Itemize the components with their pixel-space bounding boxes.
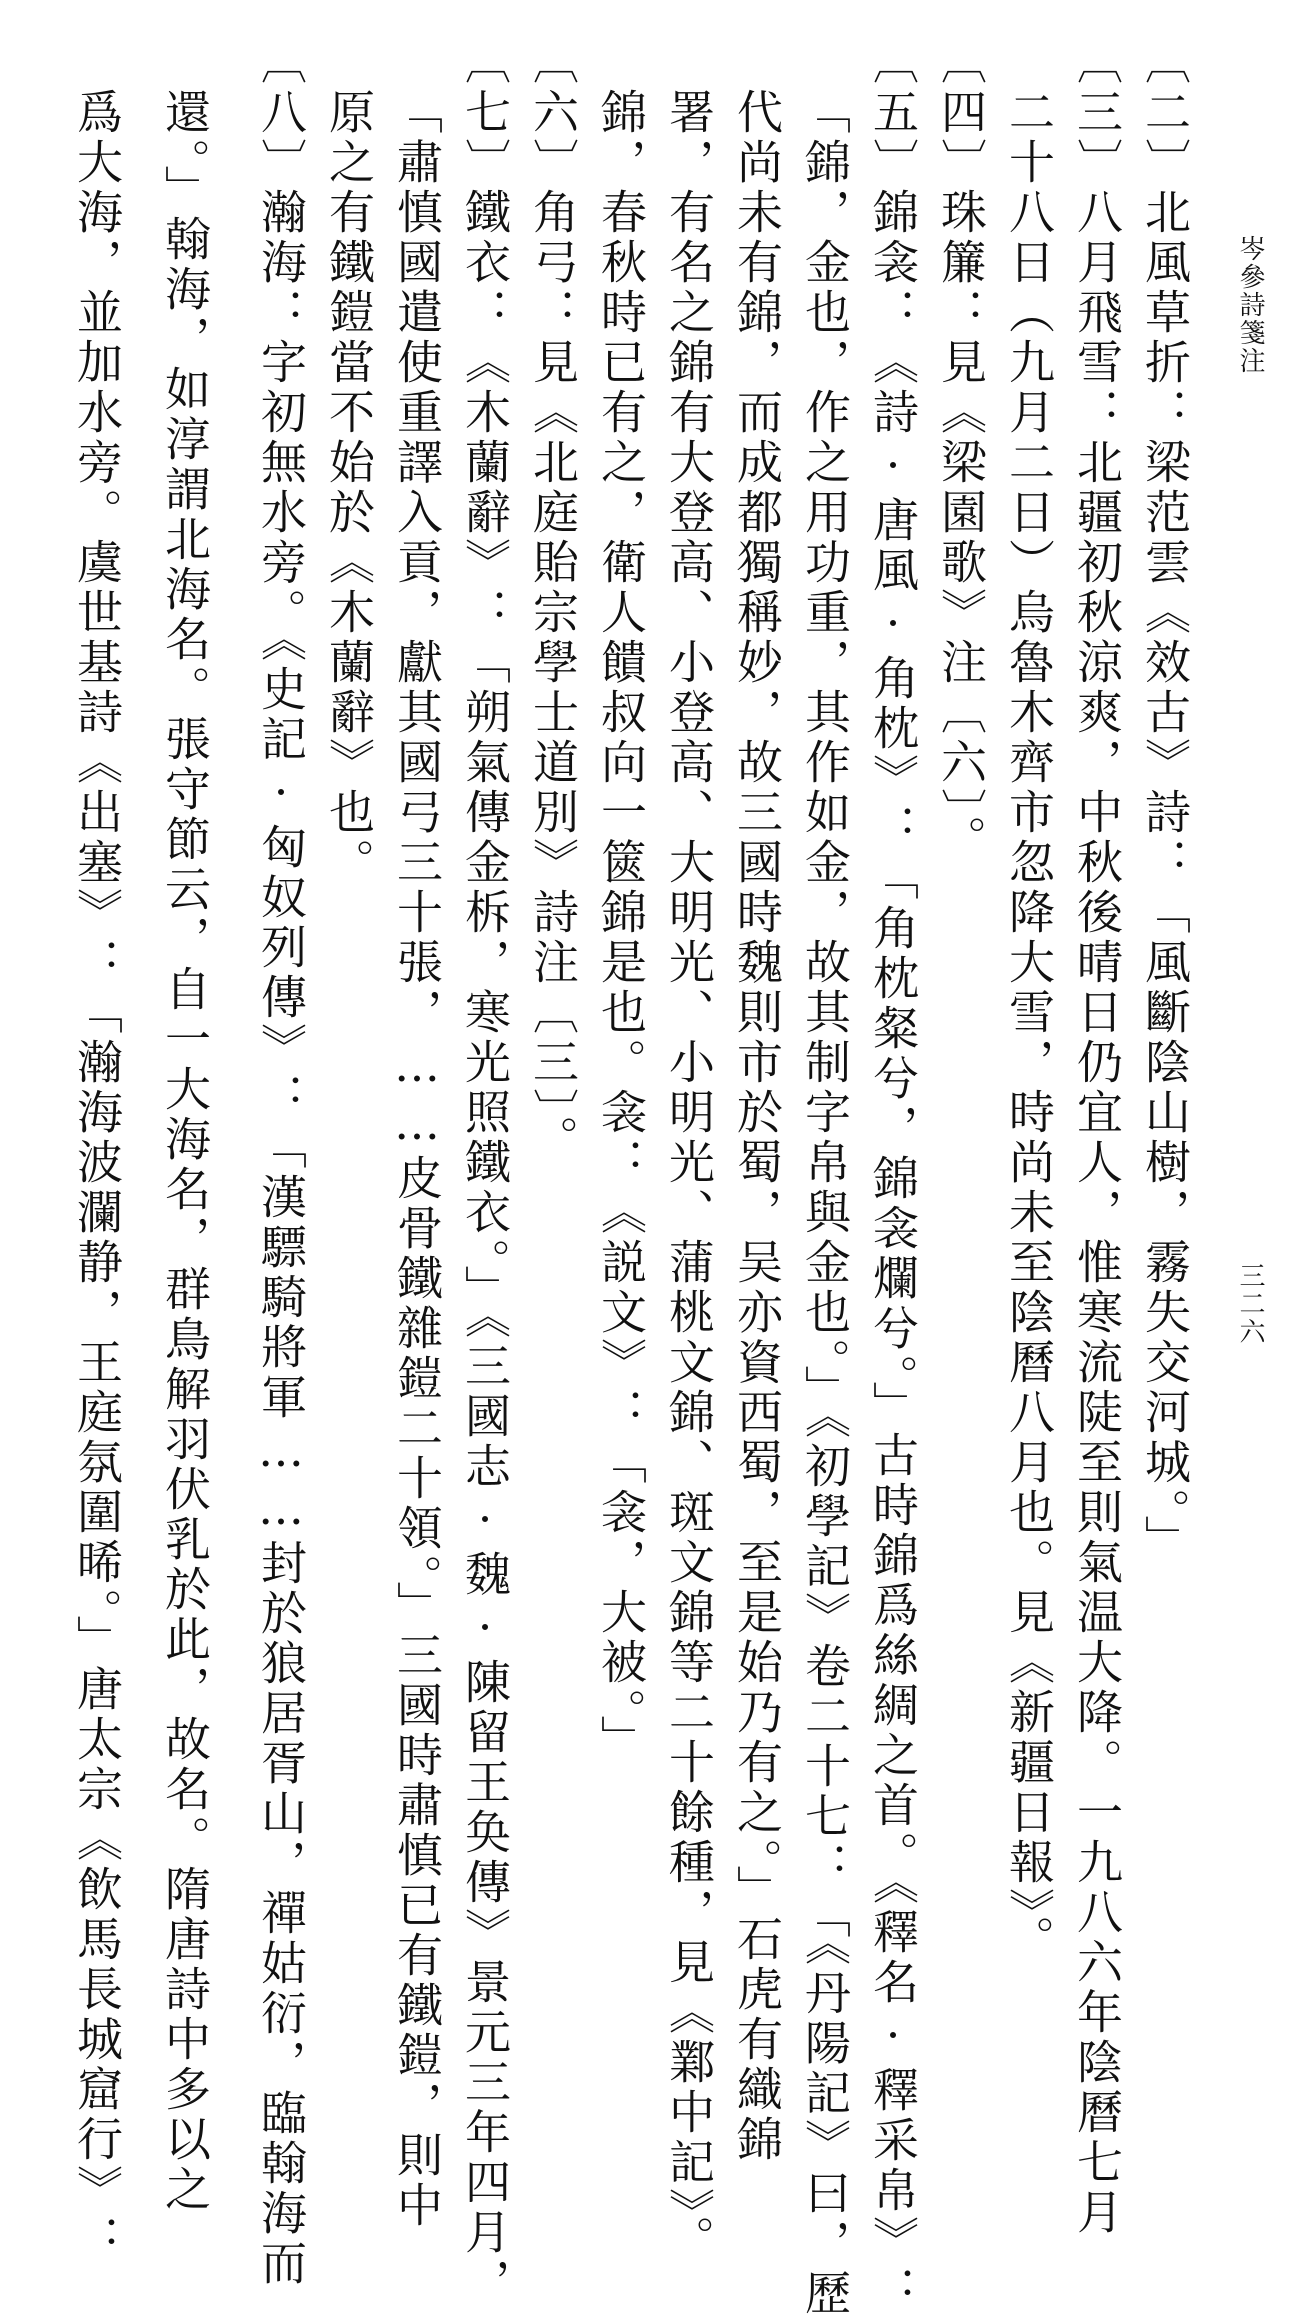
note-column: 代尚未有錦，而成都獨稱妙，故三國時魏則市於蜀，吴亦資西蜀，至是始乃有之。」石虎有織錦 bbox=[730, 88, 784, 2165]
note-column: 〔六〕角弓：見《北庭貽宗學士道別》詩注〔三〕。 bbox=[526, 38, 580, 1165]
note-column: 二十八日（九月二日）烏魯木齊市忽降大雪，時尚未至陰曆八月也。見《新疆日報》。 bbox=[1002, 88, 1056, 1965]
note-column: 原之有鐵鎧當不始於《木蘭辭》也。 bbox=[322, 88, 376, 888]
note-column: 「錦，金也，作之用功重，其作如金，故其制字帛與金也。」《初學記》卷二十七：「《丹陽記》曰，歷 bbox=[798, 88, 852, 2319]
note-column: 「肅慎國遣使重譯入貢，獻其國弓三十張，……皮骨鐵雜鎧二十領。」三國時肅慎已有鐵鎧，則中 bbox=[390, 88, 444, 2231]
note-column: 〔五〕錦衾：《詩·唐風·角枕》：「角枕粲兮，錦衾爛兮。」古時錦爲絲綢之首。《釋名·釋采帛》： bbox=[866, 38, 920, 2316]
note-column: 〔四〕珠簾：見《梁園歌》注〔六〕。 bbox=[934, 38, 988, 865]
note-column: 〔二〕北風草折：梁范雲《效古》詩：「風斷陰山樹，霧失交河城。」 bbox=[1138, 38, 1192, 1565]
note-column: 〔七〕鐵衣：《木蘭辭》：「朔氣傳金柝，寒光照鐵衣。」《三國志·魏·陳留王奂傳》景元三年四月， bbox=[458, 38, 512, 2308]
note-column: 署，有名之錦有大登高、小登高、大明光、小明光、蒲桃文錦、斑文錦等二十餘種，見《鄴中記》。 bbox=[662, 88, 716, 2265]
note-column: 還。」翰海，如淳謂北海名。張守節云，自一大海名，群鳥解羽伏乳於此，故名。隋唐詩中多以之 bbox=[158, 88, 212, 2215]
note-column: 〔三〕八月飛雪：北疆初秋涼爽，中秋後晴日仍宜人，惟寒流陡至則氣温大降。一九八六年陰曆七月 bbox=[1070, 38, 1124, 2238]
note-column: 〔八〕瀚海：字初無水旁。《史記·匈奴列傳》：「漢驃騎將軍……封於狼居胥山，禪姑衍，臨翰海而 bbox=[254, 38, 308, 2289]
page-number: 三二六 bbox=[1235, 1262, 1265, 1346]
running-header-title: 岑參詩箋注 bbox=[1235, 235, 1265, 375]
note-column: 爲大海，並加水旁。虞世基詩《出塞》：「瀚海波瀾静，王庭氛圍晞。」唐太宗《飲馬長城窟行》： bbox=[70, 88, 124, 2265]
note-column: 錦，春秋時已有之，衛人饋叔向一篋錦是也。衾：《説文》：「衾，大被。」 bbox=[594, 88, 648, 1765]
